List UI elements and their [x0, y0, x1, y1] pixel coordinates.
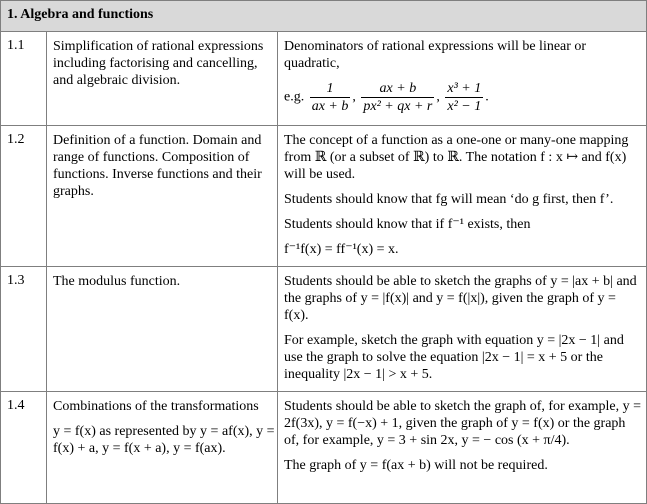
notes-text: f⁻¹f(x) = ff⁻¹(x) = x. [284, 242, 399, 257]
notes-text: For example, sketch the graph with equation y = |2x − 1| and use the graph to solve the equation |2x − 1| = x + 5 or the inequality |2x − 1| > x + 5. [284, 333, 624, 382]
notes-text: The graph of y = f(ax + b) will not be required. [284, 458, 548, 473]
table-row [1, 267, 647, 392]
topic-text: Combinations of the transformations [53, 399, 259, 414]
topic-text: y = f(x) as represented by y = af(x), y = f(x) + a, y = f(x + a), y = f(ax). [53, 424, 275, 456]
notes-text: Students should know that if f⁻¹ exists, then [284, 217, 531, 232]
table-row [1, 392, 647, 504]
section-title: 1. Algebra and functions [7, 7, 154, 22]
notes-text: Students should be able to sketch the graph of, for example, y = 2f(3x), y = f(−x) + 1, given the graph of y = f(x) or the graph of, for example, y = 3 + sin 2x, y = − cos (x + π/4). [284, 399, 642, 448]
notes-text: Students should know that fg will mean ‘do g first, then f’. [284, 192, 614, 207]
notes-cell [278, 392, 646, 474]
notes-cell [278, 267, 646, 383]
table-row [1, 126, 647, 267]
notes-cell [278, 32, 646, 115]
row-number: 1.1 [7, 38, 25, 53]
eg-label: e.g. [284, 89, 305, 105]
notes-cell [278, 126, 646, 258]
row-number: 1.3 [7, 273, 25, 288]
fraction: $\frac{ax + b}{\text{px² + qx + r}}$ [363, 81, 433, 114]
fraction: $\frac{\text{x³ + 1}}{\text{x² − 1}}$ [447, 81, 482, 114]
topic-text: Simplification of rational expressions including factorising and cancelling, and algebraic division. [53, 39, 264, 88]
example-fractions: e.g. $\frac{1}{ax + b}$ , $\frac{ax + b}{\text{px² + qx + r}}$ , $\frac{\text{x³ + 1}}{\text{x² − 1}}$ . [284, 81, 489, 114]
notes-text: The concept of a function as a one-one or many-one mapping from ℝ (or a subset of ℝ) to ℝ. The notation f : x ↦ and f(x) will be used. [284, 133, 629, 182]
section-header [1, 1, 647, 32]
topic-cell [47, 392, 277, 457]
fraction: $\frac{1}{ax + b}$ [311, 81, 349, 114]
row-number: 1.2 [7, 132, 25, 147]
table-row [1, 32, 647, 126]
topic-text: Definition of a function. Domain and range of functions. Composition of functions. Inverse functions and their graphs. [53, 133, 262, 199]
topic-text: The modulus function. [53, 274, 181, 289]
row-number: 1.4 [7, 398, 25, 413]
notes-text: Students should be able to sketch the graphs of y = |ax + b| and the graphs of y = |f(x)| and y = f(|x|), given the graph of y = f(x). [284, 274, 637, 323]
notes-text: Denominators of rational expressions will be linear or quadratic, [284, 39, 587, 71]
